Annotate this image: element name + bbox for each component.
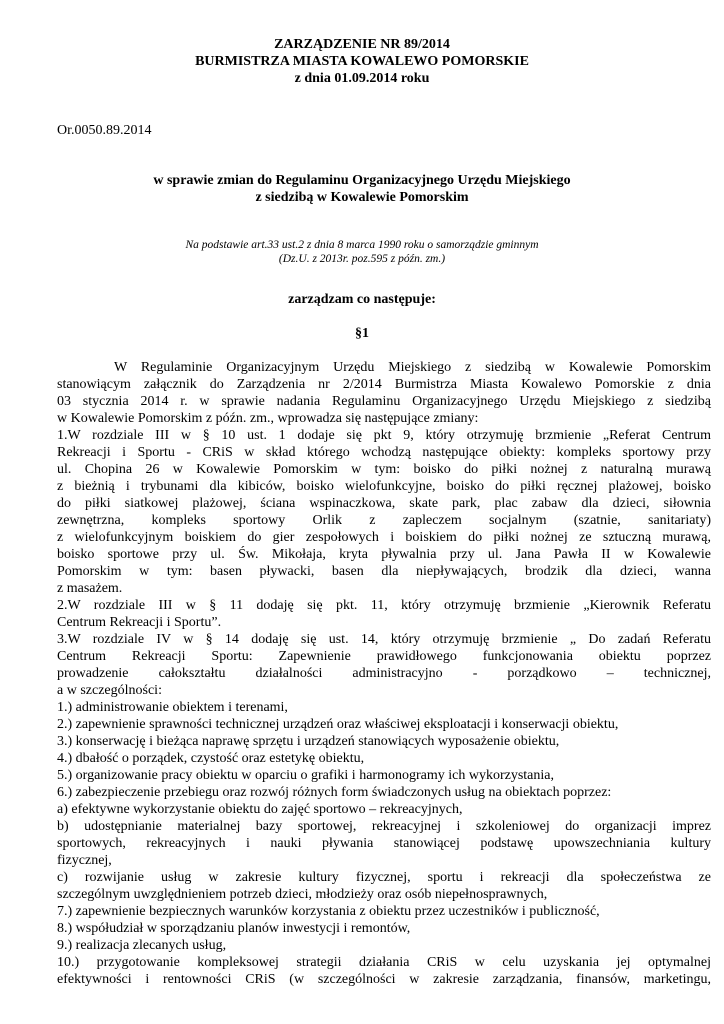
body-line: stanowiącym załącznik do Zarządzenia nr 2/2014 Burmistrza Miasta Kowalewo Pomorskie z dnia [57,377,711,392]
list-item: fizycznej, [57,853,112,868]
body-line: zewnętrzna, kompleks sportowy Orlik z zapleczem socjalnym (szatnie, sanitariaty) [57,513,711,528]
list-item: szczególnym uwzględnieniem potrzeb dzieci, młodzieży oraz osób niepełnosprawnych, [57,887,548,902]
list-item: 6.) zabezpieczenie przebiegu oraz rozwój różnych form świadczonych usług na obiektach poprzez: [57,785,612,800]
body-line: z bieżnią i trybunami dla kibiców, boisko wielofunkcyjne, boisko do piłki ręcznej plażowej, boisko [57,479,711,494]
body-line: 1.W rozdziale III w § 10 ust. 1 dodaje się pkt 9, który otrzymuję brzmienie „Referat Centrum [57,428,711,443]
body-line: 2.W rozdziale III w § 11 dodaję się pkt. 11, który otrzymuję brzmienie „Kierownik Referatu [57,598,711,613]
list-item: b) udostępnianie materialnej bazy sportowej, rekreacyjnej i szkoleniowej do organizacji imprez [57,819,711,834]
reference-number: Or.0050.89.2014 [57,123,152,138]
decree-date: z dnia 01.09.2014 roku [294,71,430,86]
body-line: W Regulaminie Organizacyjnym Urzędu Miejskiego z siedzibą w Kowalewie Pomorskim [114,360,711,375]
list-item: 3.) konserwację i bieżąca naprawę sprzętu i urządzeń stanowiących wyposażenie obiektu, [57,734,560,749]
subject-line-1: w sprawie zmian do Regulaminu Organizacyjnego Urzędu Miejskiego [153,173,571,188]
list-item: 9.) realizacja zlecanych usług, [57,938,227,953]
body-line: Centrum Rekreacji Sportu: Zapewnienie prawidłowego funkcjonowania obiektu poprzez [57,649,711,664]
body-line: Centrum Rekreacji i Sportu”. [57,615,222,630]
body-line: boisko sportowe przy ul. Św. Mikołaja, kryta pływalnia przy ul. Jana Pawła II w Kowalewie [57,547,711,562]
list-item: 4.) dbałość o porządek, czystość oraz estetykę obiektu, [57,751,365,766]
decree-authority: BURMISTRZA MIASTA KOWALEWO POMORSKIE [195,54,529,69]
list-item: 10.) przygotowanie kompleksowej strategii działania CRiS w celu uzyskania jej optymalnej [57,955,711,970]
body-line: Rekreacji i Sportu - CRiS w skład którego wchodzą następujące obiekty: kompleks sportowy przy [57,445,711,460]
list-item: 1.) administrowanie obiektem i terenami, [57,700,288,715]
subject-line-2: z siedzibą w Kowalewie Pomorskim [255,190,469,205]
list-item: c) rozwijanie usług w zakresie kultury fizycznej, sportu i rekreacji dla społeczeństwa ze [57,870,711,885]
list-item: a) efektywne wykorzystanie obiektu do zajęć sportowo – rekreacyjnych, [57,802,463,817]
legal-basis-line-1: Na podstawie art.33 ust.2 z dnia 8 marca 1990 roku o samorządzie gminnym [185,239,539,251]
body-line: 03 stycznia 2014 r. w sprawie nadania Regulaminu Organizacyjnego Urzędu Miejskiego z siedzibą [57,394,711,409]
decree-phrase: zarządzam co następuje: [288,292,436,307]
legal-basis-line-2: (Dz.U. z 2013r. poz.595 z późn. zm.) [278,253,446,265]
body-line: prowadzenie całokształtu działalności administracyjno - porządkowo – technicznej, [57,666,711,681]
body-line: z wielofunkcyjnym boiskiem do gier zespołowych i boiskiem do piłki nożnej ze sztuczną murawą, [57,530,711,545]
body-line: 3.W rozdziale IV w § 14 dodaję się ust. 14, który otrzymuję brzmienie „ Do zadań Referatu [57,632,711,647]
list-item: sportowych, rekreacyjnych i nauki pływania stanowiącej podstawę upowszechniania kultury [57,836,711,851]
body-line: do piłki siatkowej plażowej, ściana wspinaczkowa, skate park, plac zabaw dla dzieci, siłownia [57,496,711,511]
list-item: 8.) współudział w sporządzaniu planów inwestycji i remontów, [57,921,411,936]
list-item: efektywności i rentowności CRiS (w szczególności w zakresie zarządzania, finansów, marketingu, [57,972,711,987]
body-line: w Kowalewie Pomorskim z późn. zm., wprowadza się następujące zmiany: [57,411,479,426]
decree-title: ZARZĄDZENIE NR 89/2014 [274,37,450,52]
list-item: 2.) zapewnienie sprawności technicznej urządzeń oraz właściwej eksploatacji i konserwacji obiektu, [57,717,619,732]
body-line: z masażem. [57,581,123,596]
section-heading: §1 [355,326,369,341]
list-item: 5.) organizowanie pracy obiektu w oparciu o grafiki i harmonogramy ich wykorzystania, [57,768,554,783]
body-line: Pomorskim w tym: basen pływacki, basen dla niepływających, brodzik dla dzieci, wanna [57,564,711,579]
body-line: ul. Chopina 26 w Kowalewie Pomorskim w tym: boisko do piłki nożnej z naturalną murawą [57,462,711,477]
list-item: 7.) zapewnienie bezpiecznych warunków korzystania z obiektu przez uczestników i publiczność, [57,904,600,919]
body-line: a w szczególności: [57,683,162,698]
